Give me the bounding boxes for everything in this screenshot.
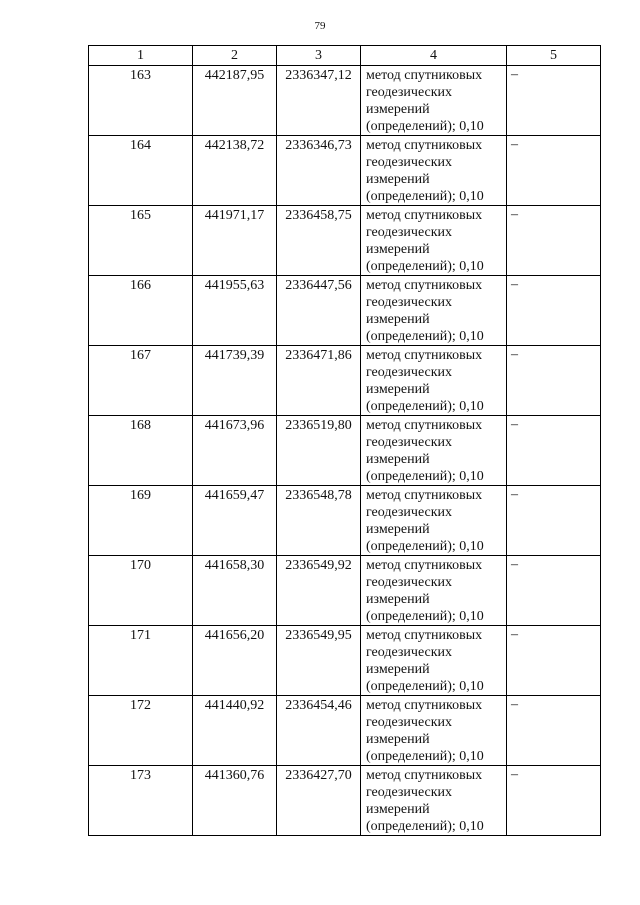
method-line: (определений); 0,10 — [366, 609, 484, 624]
method-line: измерений — [366, 732, 430, 747]
y-coordinate-cell: 2336458,75 — [277, 206, 361, 276]
table-row — [89, 626, 601, 696]
method-line: (определений); 0,10 — [366, 679, 484, 694]
note-cell: – — [507, 696, 601, 766]
point-number-cell: 171 — [89, 626, 193, 696]
method-line: (определений); 0,10 — [366, 469, 484, 484]
method-line: метод спутниковых — [366, 768, 483, 783]
method-line: измерений — [366, 242, 430, 257]
note-cell: – — [507, 766, 601, 836]
method-line: (определений); 0,10 — [366, 259, 484, 274]
method-cell — [361, 626, 507, 696]
x-coordinate-cell: 441656,20 — [193, 626, 277, 696]
table-row — [89, 276, 601, 346]
method-line: метод спутниковых — [366, 348, 483, 363]
table-row — [89, 696, 601, 766]
point-number-cell: 173 — [89, 766, 193, 836]
y-coordinate-cell: 2336471,86 — [277, 346, 361, 416]
method-cell — [361, 486, 507, 556]
method-line: метод спутниковых — [366, 488, 483, 503]
table-row — [89, 556, 601, 626]
coordinates-table — [88, 45, 601, 836]
method-line: геодезических — [366, 225, 453, 240]
x-coordinate-cell: 441673,96 — [193, 416, 277, 486]
method-cell — [361, 346, 507, 416]
method-line: метод спутниковых — [366, 278, 483, 293]
method-line: (определений); 0,10 — [366, 119, 484, 134]
method-line: метод спутниковых — [366, 698, 483, 713]
method-line: геодезических — [366, 645, 453, 660]
method-cell — [361, 206, 507, 276]
method-line: измерений — [366, 802, 430, 817]
method-line: геодезических — [366, 435, 453, 450]
y-coordinate-cell: 2336447,56 — [277, 276, 361, 346]
method-line: геодезических — [366, 155, 453, 170]
point-number-cell: 166 — [89, 276, 193, 346]
point-number-cell: 169 — [89, 486, 193, 556]
method-cell — [361, 556, 507, 626]
method-line: измерений — [366, 522, 430, 537]
method-line: метод спутниковых — [366, 208, 483, 223]
x-coordinate-cell: 441739,39 — [193, 346, 277, 416]
note-cell: – — [507, 276, 601, 346]
point-number-cell: 163 — [89, 66, 193, 136]
header-col-5: 5 — [507, 46, 601, 66]
method-line: (определений); 0,10 — [366, 539, 484, 554]
method-line: геодезических — [366, 575, 453, 590]
x-coordinate-cell: 441971,17 — [193, 206, 277, 276]
method-line: (определений); 0,10 — [366, 399, 484, 414]
table-row — [89, 346, 601, 416]
method-line: геодезических — [366, 295, 453, 310]
method-cell — [361, 66, 507, 136]
table-row — [89, 766, 601, 836]
table-row — [89, 136, 601, 206]
method-line: метод спутниковых — [366, 628, 483, 643]
note-cell: – — [507, 556, 601, 626]
y-coordinate-cell: 2336347,12 — [277, 66, 361, 136]
y-coordinate-cell: 2336454,46 — [277, 696, 361, 766]
x-coordinate-cell: 441659,47 — [193, 486, 277, 556]
point-number-cell: 165 — [89, 206, 193, 276]
method-line: (определений); 0,10 — [366, 749, 484, 764]
point-number-cell: 164 — [89, 136, 193, 206]
method-cell — [361, 136, 507, 206]
y-coordinate-cell: 2336519,80 — [277, 416, 361, 486]
method-cell — [361, 276, 507, 346]
note-cell: – — [507, 626, 601, 696]
method-line: геодезических — [366, 785, 453, 800]
y-coordinate-cell: 2336549,95 — [277, 626, 361, 696]
method-line: метод спутниковых — [366, 418, 483, 433]
table-header-row — [89, 46, 601, 66]
x-coordinate-cell: 442138,72 — [193, 136, 277, 206]
method-line: (определений); 0,10 — [366, 329, 484, 344]
method-line: измерений — [366, 662, 430, 677]
table-row — [89, 486, 601, 556]
note-cell: – — [507, 486, 601, 556]
y-coordinate-cell: 2336549,92 — [277, 556, 361, 626]
point-number-cell: 168 — [89, 416, 193, 486]
point-number-cell: 167 — [89, 346, 193, 416]
note-cell: – — [507, 416, 601, 486]
header-col-4: 4 — [361, 46, 507, 66]
header-col-3: 3 — [277, 46, 361, 66]
table-row — [89, 66, 601, 136]
x-coordinate-cell: 441955,63 — [193, 276, 277, 346]
method-line: метод спутниковых — [366, 138, 483, 153]
table-row — [89, 206, 601, 276]
method-line: геодезических — [366, 505, 453, 520]
method-line: измерений — [366, 382, 430, 397]
x-coordinate-cell: 441360,76 — [193, 766, 277, 836]
point-number-cell: 170 — [89, 556, 193, 626]
point-number-cell: 172 — [89, 696, 193, 766]
x-coordinate-cell: 441440,92 — [193, 696, 277, 766]
method-cell — [361, 766, 507, 836]
method-line: измерений — [366, 592, 430, 607]
method-line: геодезических — [366, 85, 453, 100]
header-col-2: 2 — [193, 46, 277, 66]
page-number: 79 — [314, 20, 326, 32]
x-coordinate-cell: 442187,95 — [193, 66, 277, 136]
method-cell — [361, 416, 507, 486]
method-line: (определений); 0,10 — [366, 819, 484, 834]
table-row — [89, 416, 601, 486]
method-line: геодезических — [366, 365, 453, 380]
y-coordinate-cell: 2336548,78 — [277, 486, 361, 556]
method-line: геодезических — [366, 715, 453, 730]
note-cell: – — [507, 206, 601, 276]
x-coordinate-cell: 441658,30 — [193, 556, 277, 626]
method-line: (определений); 0,10 — [366, 189, 484, 204]
header-col-1: 1 — [89, 46, 193, 66]
method-cell — [361, 696, 507, 766]
note-cell: – — [507, 136, 601, 206]
note-cell: – — [507, 346, 601, 416]
method-line: измерений — [366, 452, 430, 467]
y-coordinate-cell: 2336427,70 — [277, 766, 361, 836]
note-cell: – — [507, 66, 601, 136]
y-coordinate-cell: 2336346,73 — [277, 136, 361, 206]
method-line: измерений — [366, 172, 430, 187]
method-line: измерений — [366, 102, 430, 117]
method-line: метод спутниковых — [366, 558, 483, 573]
method-line: метод спутниковых — [366, 68, 483, 83]
method-line: измерений — [366, 312, 430, 327]
